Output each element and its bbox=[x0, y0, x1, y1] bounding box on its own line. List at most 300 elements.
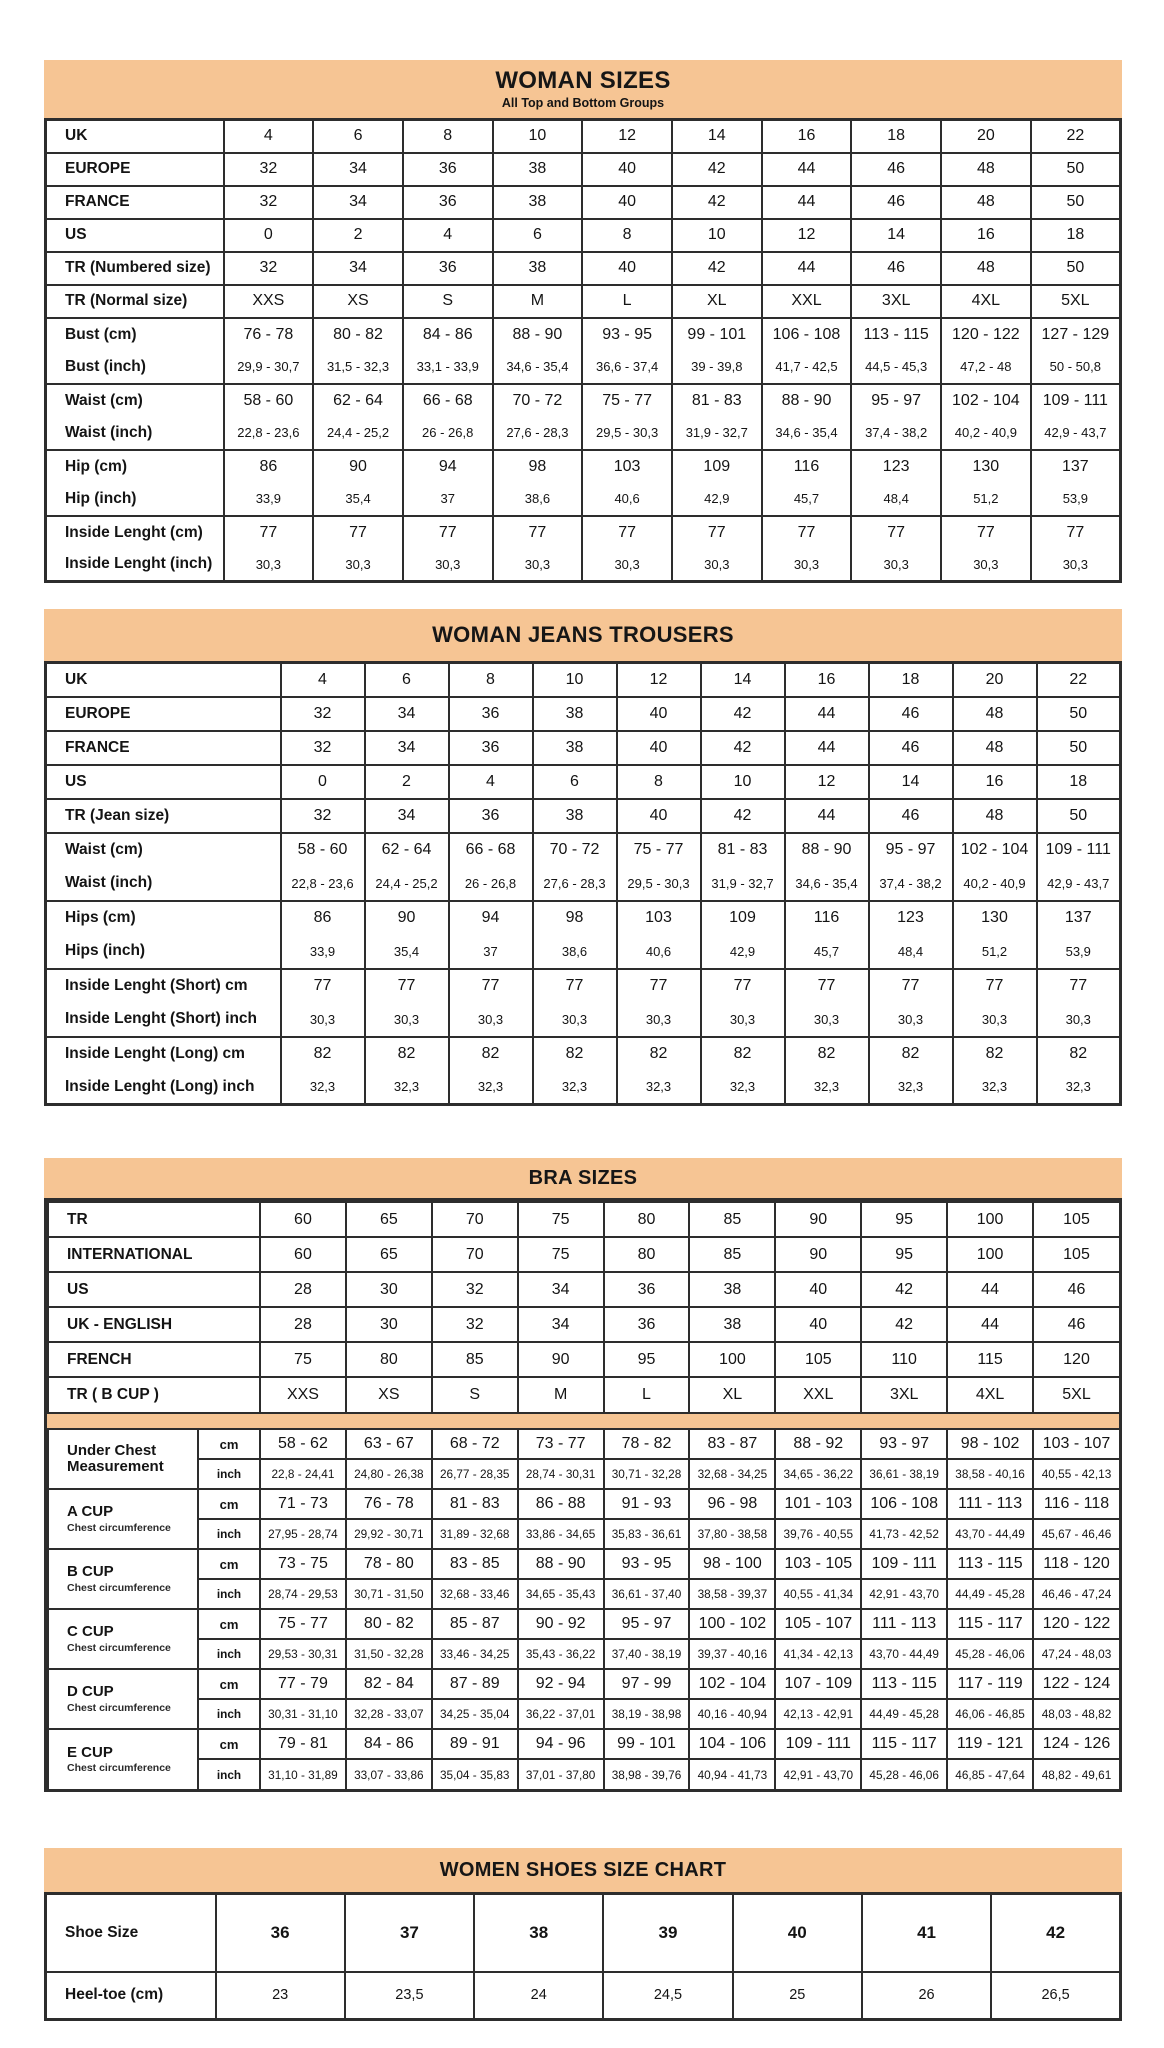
cup-sublabel-text: Chest circumference bbox=[67, 1641, 171, 1654]
size-value: 70 - 72 bbox=[493, 384, 583, 417]
size-value: 40 bbox=[617, 799, 701, 833]
size-value: 38,58 - 40,16 bbox=[947, 1459, 1033, 1489]
size-value: 95 - 97 bbox=[604, 1609, 690, 1639]
cup-row-label bbox=[48, 1669, 198, 1729]
size-value: 53,9 bbox=[1031, 483, 1121, 516]
row-label: US bbox=[46, 219, 224, 252]
size-value: 95 - 97 bbox=[869, 833, 953, 867]
size-value: 36,61 - 38,19 bbox=[861, 1459, 947, 1489]
size-value: 48,4 bbox=[869, 935, 953, 969]
size-value: 36,6 - 37,4 bbox=[582, 351, 672, 384]
size-value: 93 - 97 bbox=[861, 1429, 947, 1459]
size-value: 76 - 78 bbox=[224, 318, 314, 351]
size-value: 77 bbox=[762, 516, 852, 549]
size-value: 14 bbox=[851, 219, 941, 252]
size-value: 35,43 - 36,22 bbox=[518, 1639, 604, 1669]
size-value: 44 bbox=[947, 1272, 1033, 1307]
size-value: 98 - 102 bbox=[947, 1429, 1033, 1459]
size-value: 109 - 111 bbox=[1037, 833, 1121, 867]
row-label: Inside Lenght (Short) inch bbox=[46, 1003, 281, 1037]
size-value: 123 bbox=[869, 901, 953, 935]
size-value: 30,3 bbox=[762, 549, 852, 582]
bra-divider-band bbox=[47, 1412, 1119, 1428]
size-value: 36 bbox=[403, 153, 493, 186]
size-value: 137 bbox=[1031, 450, 1121, 483]
size-value: 51,2 bbox=[953, 935, 1037, 969]
size-value: 41,73 - 42,52 bbox=[861, 1519, 947, 1549]
cup-row-label bbox=[48, 1429, 198, 1489]
size-value: 6 bbox=[533, 765, 617, 799]
size-value: 63 - 67 bbox=[346, 1429, 432, 1459]
size-value: 46 bbox=[1033, 1272, 1119, 1307]
size-value: 58 - 60 bbox=[281, 833, 365, 867]
size-value: 38 bbox=[474, 1894, 603, 1972]
size-value: 68 - 72 bbox=[432, 1429, 518, 1459]
size-value: 30,3 bbox=[224, 549, 314, 582]
size-value: 44 bbox=[762, 252, 852, 285]
size-value: 95 bbox=[604, 1342, 690, 1377]
size-value: 77 bbox=[672, 516, 762, 549]
size-value: 6 bbox=[365, 663, 449, 697]
size-value: 77 bbox=[617, 969, 701, 1003]
size-value: 98 bbox=[493, 450, 583, 483]
size-value: 46,85 - 47,64 bbox=[947, 1759, 1033, 1789]
size-value: 70 - 72 bbox=[533, 833, 617, 867]
size-value: 33,9 bbox=[281, 935, 365, 969]
shoes-section bbox=[44, 1848, 1122, 2021]
size-value: 16 bbox=[785, 663, 869, 697]
size-value: 37,4 - 38,2 bbox=[851, 417, 941, 450]
size-value: 40 bbox=[617, 731, 701, 765]
size-value: 32 bbox=[281, 697, 365, 731]
row-label: Waist (cm) bbox=[46, 384, 224, 417]
size-value: 32,3 bbox=[701, 1071, 785, 1105]
row-label: Hips (inch) bbox=[46, 935, 281, 969]
bra-systems-table bbox=[47, 1201, 1119, 1412]
size-value: 116 - 118 bbox=[1033, 1489, 1119, 1519]
row-label: INTERNATIONAL bbox=[48, 1237, 260, 1272]
size-value: 36 bbox=[604, 1307, 690, 1342]
size-value: 28,74 - 29,53 bbox=[260, 1579, 346, 1609]
size-value: 42 bbox=[991, 1894, 1120, 1972]
size-value: 102 - 104 bbox=[941, 384, 1031, 417]
size-value: 113 - 115 bbox=[861, 1669, 947, 1699]
size-value: 34,65 - 36,22 bbox=[775, 1459, 861, 1489]
size-value: 103 bbox=[617, 901, 701, 935]
size-value: 8 bbox=[449, 663, 533, 697]
size-value: 77 bbox=[869, 969, 953, 1003]
size-value: 33,86 - 34,65 bbox=[518, 1519, 604, 1549]
size-value: 40 bbox=[582, 186, 672, 219]
size-value: 81 - 83 bbox=[432, 1489, 518, 1519]
size-value: 106 - 108 bbox=[762, 318, 852, 351]
size-value: 35,4 bbox=[365, 935, 449, 969]
size-value: 40 bbox=[582, 153, 672, 186]
size-value: 80 bbox=[346, 1342, 432, 1377]
unit-label-cm: cm bbox=[198, 1549, 260, 1579]
size-value: 31,9 - 32,7 bbox=[701, 867, 785, 901]
size-value: 99 - 101 bbox=[672, 318, 762, 351]
size-value: 39,37 - 40,16 bbox=[689, 1639, 775, 1669]
size-value: 12 bbox=[785, 765, 869, 799]
size-value: 33,07 - 33,86 bbox=[346, 1759, 432, 1789]
size-value: 12 bbox=[582, 120, 672, 153]
size-value: 0 bbox=[281, 765, 365, 799]
woman-jeans-header bbox=[44, 609, 1122, 661]
size-value: 37 bbox=[403, 483, 493, 516]
size-value: 34,65 - 35,43 bbox=[518, 1579, 604, 1609]
row-label: EUROPE bbox=[46, 153, 224, 186]
size-value: 73 - 77 bbox=[518, 1429, 604, 1459]
size-value: 86 bbox=[224, 450, 314, 483]
bra-sizes-box bbox=[44, 1198, 1122, 1792]
size-value: 130 bbox=[941, 450, 1031, 483]
size-value: 29,5 - 30,3 bbox=[617, 867, 701, 901]
size-value: 33,1 - 33,9 bbox=[403, 351, 493, 384]
size-value: 70 bbox=[432, 1202, 518, 1237]
size-value: 48,4 bbox=[851, 483, 941, 516]
size-value: 28,74 - 30,31 bbox=[518, 1459, 604, 1489]
size-value: 30,3 bbox=[533, 1003, 617, 1037]
size-value: 27,95 - 28,74 bbox=[260, 1519, 346, 1549]
size-value: 37,40 - 38,19 bbox=[604, 1639, 690, 1669]
size-value: 77 bbox=[403, 516, 493, 549]
size-value: 50 bbox=[1031, 252, 1121, 285]
size-value: 44 bbox=[785, 799, 869, 833]
size-value: 34 bbox=[365, 731, 449, 765]
size-value: 88 - 92 bbox=[775, 1429, 861, 1459]
size-value: 48 bbox=[941, 153, 1031, 186]
bra-cups-table bbox=[47, 1428, 1119, 1789]
unit-label-inch: inch bbox=[198, 1459, 260, 1489]
size-value: 42 bbox=[672, 186, 762, 219]
size-value: 32,3 bbox=[869, 1071, 953, 1105]
size-value: 35,4 bbox=[313, 483, 403, 516]
shoes-header bbox=[44, 1848, 1122, 1892]
size-value: 38,98 - 39,76 bbox=[604, 1759, 690, 1789]
size-value: 65 bbox=[346, 1237, 432, 1272]
size-value: 51,2 bbox=[941, 483, 1031, 516]
size-value: 58 - 60 bbox=[224, 384, 314, 417]
size-value: 30,3 bbox=[953, 1003, 1037, 1037]
size-value: 16 bbox=[941, 219, 1031, 252]
size-value: 5XL bbox=[1031, 285, 1121, 318]
unit-label-cm: cm bbox=[198, 1489, 260, 1519]
size-value: 100 - 102 bbox=[689, 1609, 775, 1639]
size-value: 71 - 73 bbox=[260, 1489, 346, 1519]
size-value: 42 bbox=[672, 252, 762, 285]
unit-label-inch: inch bbox=[198, 1639, 260, 1669]
row-label: Hip (inch) bbox=[46, 483, 224, 516]
size-value: 115 - 117 bbox=[947, 1609, 1033, 1639]
size-value: 75 - 77 bbox=[582, 384, 672, 417]
size-value: 50 - 50,8 bbox=[1031, 351, 1121, 384]
size-value: 78 - 80 bbox=[346, 1549, 432, 1579]
size-value: 94 bbox=[449, 901, 533, 935]
size-value: 38 bbox=[533, 697, 617, 731]
woman-jeans-section bbox=[44, 609, 1122, 1106]
size-value: 10 bbox=[533, 663, 617, 697]
size-value: 120 bbox=[1033, 1342, 1119, 1377]
size-value: 30,3 bbox=[941, 549, 1031, 582]
size-value: 34,25 - 35,04 bbox=[432, 1699, 518, 1729]
woman-sizes-title: WOMAN SIZES bbox=[495, 67, 671, 95]
size-value: 40,94 - 41,73 bbox=[689, 1759, 775, 1789]
size-value: 44 bbox=[762, 186, 852, 219]
size-value: 14 bbox=[701, 663, 785, 697]
size-value: 111 - 113 bbox=[947, 1489, 1033, 1519]
row-label: Hips (cm) bbox=[46, 901, 281, 935]
size-value: 45,67 - 46,46 bbox=[1033, 1519, 1119, 1549]
cup-sublabel-text: Chest circumference bbox=[67, 1521, 171, 1534]
size-value: 48 bbox=[953, 799, 1037, 833]
size-value: 60 bbox=[260, 1202, 346, 1237]
size-value: 82 bbox=[785, 1037, 869, 1071]
size-value: 36 bbox=[449, 731, 533, 765]
size-value: 24,80 - 26,38 bbox=[346, 1459, 432, 1489]
size-value: 32,68 - 34,25 bbox=[689, 1459, 775, 1489]
size-value: 88 - 90 bbox=[785, 833, 869, 867]
size-value: 40 bbox=[775, 1272, 861, 1307]
size-value: 4XL bbox=[947, 1377, 1033, 1412]
size-value: 75 - 77 bbox=[617, 833, 701, 867]
size-value: 18 bbox=[1037, 765, 1121, 799]
bra-sizes-header bbox=[44, 1158, 1122, 1198]
cup-label-text: C CUP bbox=[67, 1623, 114, 1641]
size-value: 120 - 122 bbox=[941, 318, 1031, 351]
size-value: 4 bbox=[224, 120, 314, 153]
size-value: 98 bbox=[533, 901, 617, 935]
size-value: 50 bbox=[1031, 153, 1121, 186]
size-value: 48,82 - 49,61 bbox=[1033, 1759, 1119, 1789]
size-value: 36 bbox=[403, 252, 493, 285]
woman-sizes-table bbox=[44, 118, 1122, 583]
unit-label-cm: cm bbox=[198, 1669, 260, 1699]
size-value: 30,3 bbox=[672, 549, 762, 582]
size-value: 93 - 95 bbox=[582, 318, 672, 351]
size-value: 46,46 - 47,24 bbox=[1033, 1579, 1119, 1609]
size-value: 2 bbox=[313, 219, 403, 252]
size-value: 107 - 109 bbox=[775, 1669, 861, 1699]
size-value: 86 - 88 bbox=[518, 1489, 604, 1519]
cup-sublabel-text: Chest circumference bbox=[67, 1762, 171, 1775]
size-value: 40,55 - 41,34 bbox=[775, 1579, 861, 1609]
bra-sizes-title: BRA SIZES bbox=[528, 1166, 638, 1189]
size-value: 98 - 100 bbox=[689, 1549, 775, 1579]
row-label: Waist (inch) bbox=[46, 867, 281, 901]
size-value: 47,2 - 48 bbox=[941, 351, 1031, 384]
size-value: 30,3 bbox=[701, 1003, 785, 1037]
size-value: 40,2 - 40,9 bbox=[953, 867, 1037, 901]
size-value: 78 - 82 bbox=[604, 1429, 690, 1459]
size-value: 41,7 - 42,5 bbox=[762, 351, 852, 384]
size-value: 46,06 - 46,85 bbox=[947, 1699, 1033, 1729]
size-value: 37,4 - 38,2 bbox=[869, 867, 953, 901]
size-value: 113 - 115 bbox=[947, 1549, 1033, 1579]
size-value: 102 - 104 bbox=[689, 1669, 775, 1699]
size-value: 32 bbox=[224, 153, 314, 186]
size-value: 32,68 - 33,46 bbox=[432, 1579, 518, 1609]
size-value: 80 bbox=[604, 1237, 690, 1272]
size-value: 109 bbox=[672, 450, 762, 483]
unit-label-inch: inch bbox=[198, 1699, 260, 1729]
size-value: 38 bbox=[493, 153, 583, 186]
size-value: 47,24 - 48,03 bbox=[1033, 1639, 1119, 1669]
size-value: 42 bbox=[701, 731, 785, 765]
size-value: 95 bbox=[861, 1237, 947, 1272]
size-value: 85 - 87 bbox=[432, 1609, 518, 1639]
size-value: 27,6 - 28,3 bbox=[533, 867, 617, 901]
size-value: 12 bbox=[762, 219, 852, 252]
size-value: 35,04 - 35,83 bbox=[432, 1759, 518, 1789]
size-value: 85 bbox=[689, 1237, 775, 1272]
size-value: 90 bbox=[313, 450, 403, 483]
size-value: 38 bbox=[689, 1307, 775, 1342]
size-value: 31,89 - 32,68 bbox=[432, 1519, 518, 1549]
size-value: 42,9 - 43,7 bbox=[1037, 867, 1121, 901]
size-value: 40 bbox=[617, 697, 701, 731]
size-value: 35,83 - 36,61 bbox=[604, 1519, 690, 1549]
cup-label-text: A CUP bbox=[67, 1503, 114, 1521]
size-value: 38,58 - 39,37 bbox=[689, 1579, 775, 1609]
size-value: 90 - 92 bbox=[518, 1609, 604, 1639]
bra-sizes-section bbox=[44, 1158, 1122, 1792]
size-value: 77 bbox=[449, 969, 533, 1003]
size-value: 4 bbox=[281, 663, 365, 697]
unit-label-cm: cm bbox=[198, 1429, 260, 1459]
size-value: 77 bbox=[582, 516, 672, 549]
size-value: 48,03 - 48,82 bbox=[1033, 1699, 1119, 1729]
size-value: 96 - 98 bbox=[689, 1489, 775, 1519]
size-value: 46 bbox=[869, 731, 953, 765]
size-value: 77 bbox=[941, 516, 1031, 549]
woman-jeans-title: WOMAN JEANS TROUSERS bbox=[432, 622, 734, 648]
size-value: 10 bbox=[493, 120, 583, 153]
size-value: 36 bbox=[449, 697, 533, 731]
size-value: 94 - 96 bbox=[518, 1729, 604, 1759]
size-value: 30,31 - 31,10 bbox=[260, 1699, 346, 1729]
size-value: 40,6 bbox=[617, 935, 701, 969]
size-value: 60 bbox=[260, 1237, 346, 1272]
size-value: 23,5 bbox=[345, 1972, 474, 2020]
size-value: 44,5 - 45,3 bbox=[851, 351, 941, 384]
size-value: 77 bbox=[493, 516, 583, 549]
row-label: TR bbox=[48, 1202, 260, 1237]
row-label: FRANCE bbox=[46, 186, 224, 219]
size-value: 110 bbox=[861, 1342, 947, 1377]
row-label: Bust (cm) bbox=[46, 318, 224, 351]
size-value: 30,3 bbox=[851, 549, 941, 582]
size-value: 50 bbox=[1037, 799, 1121, 833]
size-value: 42 bbox=[861, 1307, 947, 1342]
size-value: 42,91 - 43,70 bbox=[775, 1759, 861, 1789]
cup-label-text: D CUP bbox=[67, 1683, 114, 1701]
size-value: XL bbox=[672, 285, 762, 318]
size-value: 34 bbox=[313, 186, 403, 219]
size-value: 30,3 bbox=[1031, 549, 1121, 582]
size-value: 32,3 bbox=[1037, 1071, 1121, 1105]
row-label: UK - ENGLISH bbox=[48, 1307, 260, 1342]
size-value: 16 bbox=[762, 120, 852, 153]
size-value: 83 - 87 bbox=[689, 1429, 775, 1459]
size-value: 30,3 bbox=[313, 549, 403, 582]
size-value: 82 bbox=[617, 1037, 701, 1071]
size-value: 77 bbox=[313, 516, 403, 549]
size-value: 40,55 - 42,13 bbox=[1033, 1459, 1119, 1489]
size-value: 89 - 91 bbox=[432, 1729, 518, 1759]
size-value: 42 bbox=[701, 697, 785, 731]
size-value: 26 - 26,8 bbox=[403, 417, 493, 450]
size-value: 42 bbox=[701, 799, 785, 833]
size-value: 36 bbox=[604, 1272, 690, 1307]
size-value: 24,4 - 25,2 bbox=[313, 417, 403, 450]
size-value: 29,53 - 30,31 bbox=[260, 1639, 346, 1669]
shoes-title: WOMEN SHOES SIZE CHART bbox=[439, 1858, 727, 1881]
row-label: TR (Jean size) bbox=[46, 799, 281, 833]
size-value: 109 - 111 bbox=[1031, 384, 1121, 417]
size-value: 103 - 105 bbox=[775, 1549, 861, 1579]
size-value: 12 bbox=[617, 663, 701, 697]
size-value: 24,5 bbox=[603, 1972, 732, 2020]
size-value: 77 - 79 bbox=[260, 1669, 346, 1699]
size-value: 37,01 - 37,80 bbox=[518, 1759, 604, 1789]
size-value: 93 - 95 bbox=[604, 1549, 690, 1579]
size-value: 104 - 106 bbox=[689, 1729, 775, 1759]
size-value: 28 bbox=[260, 1272, 346, 1307]
unit-label-inch: inch bbox=[198, 1519, 260, 1549]
size-value: 38 bbox=[493, 252, 583, 285]
size-value: 29,9 - 30,7 bbox=[224, 351, 314, 384]
size-value: 80 bbox=[604, 1202, 690, 1237]
size-value: 66 - 68 bbox=[403, 384, 493, 417]
size-value: 24 bbox=[474, 1972, 603, 2020]
size-value: 105 bbox=[1033, 1237, 1119, 1272]
size-value: 42,13 - 42,91 bbox=[775, 1699, 861, 1729]
size-value: 50 bbox=[1031, 186, 1121, 219]
size-value: 122 - 124 bbox=[1033, 1669, 1119, 1699]
size-value: 84 - 86 bbox=[403, 318, 493, 351]
size-value: 31,9 - 32,7 bbox=[672, 417, 762, 450]
size-value: XXL bbox=[762, 285, 852, 318]
size-value: 101 - 103 bbox=[775, 1489, 861, 1519]
size-value: 22,8 - 24,41 bbox=[260, 1459, 346, 1489]
size-value: 14 bbox=[869, 765, 953, 799]
size-value: 111 - 113 bbox=[861, 1609, 947, 1639]
size-value: 37 bbox=[345, 1894, 474, 1972]
size-value: 44 bbox=[947, 1307, 1033, 1342]
size-value: 20 bbox=[941, 120, 1031, 153]
cup-sublabel-text: Chest circumference bbox=[67, 1581, 171, 1594]
size-value: 43,70 - 44,49 bbox=[947, 1519, 1033, 1549]
size-value: 105 bbox=[775, 1342, 861, 1377]
size-value: 82 bbox=[701, 1037, 785, 1071]
row-label: Inside Lenght (inch) bbox=[46, 549, 224, 582]
size-value: 66 - 68 bbox=[449, 833, 533, 867]
size-value: 113 - 115 bbox=[851, 318, 941, 351]
size-value: 30 bbox=[346, 1307, 432, 1342]
size-value: 46 bbox=[869, 697, 953, 731]
row-label: Shoe Size bbox=[46, 1894, 216, 1972]
size-value: 10 bbox=[701, 765, 785, 799]
woman-jeans-table bbox=[44, 661, 1122, 1106]
size-value: 40,16 - 40,94 bbox=[689, 1699, 775, 1729]
size-value: 3XL bbox=[851, 285, 941, 318]
size-value: 3XL bbox=[861, 1377, 947, 1412]
size-value: 32 bbox=[281, 731, 365, 765]
size-value: 88 - 90 bbox=[518, 1549, 604, 1579]
size-value: 42 bbox=[672, 153, 762, 186]
size-value: 44 bbox=[785, 731, 869, 765]
